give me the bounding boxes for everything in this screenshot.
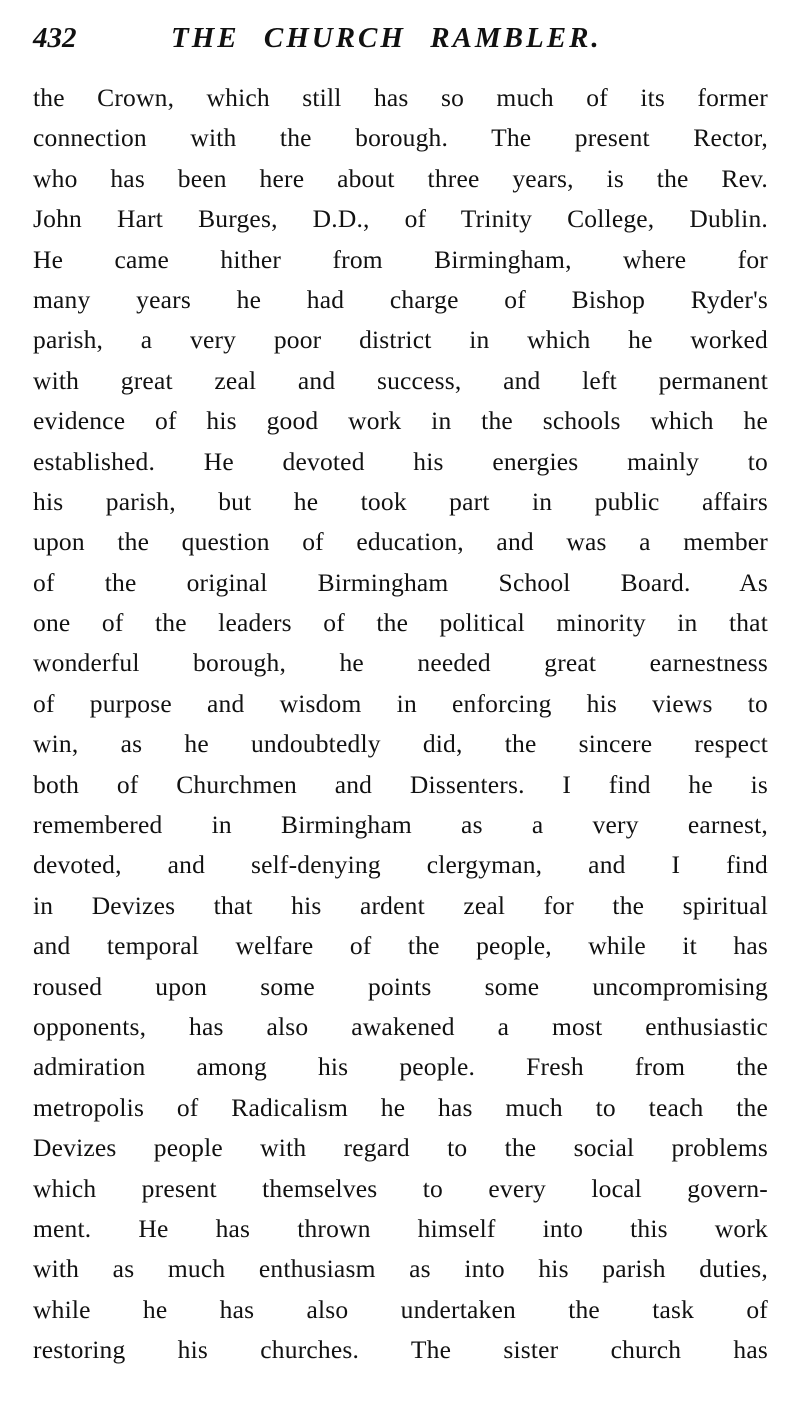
text-line-content: remembered in Birmingham as a very earnest, bbox=[33, 810, 768, 840]
body-text bbox=[33, 78, 768, 1371]
text-line-content: upon the question of education, and was a member bbox=[33, 527, 768, 557]
text-line bbox=[33, 1169, 768, 1209]
text-line-content: connection with the borough. The present Rector, bbox=[33, 123, 768, 153]
text-line-content: established. He devoted his energies mainly to bbox=[33, 446, 768, 476]
text-line-content: in Devizes that his ardent zeal for the spiritual bbox=[33, 890, 768, 920]
text-line-content: evidence of his good work in the schools which he bbox=[33, 406, 768, 436]
text-line bbox=[33, 886, 768, 926]
text-line-content: with great zeal and success, and left permanent bbox=[33, 365, 768, 395]
text-line-content: opponents, has also awakened a most enthusiastic bbox=[33, 1011, 768, 1041]
text-line-content: of purpose and wisdom in enforcing his views to bbox=[33, 688, 768, 718]
page-number: 432 bbox=[33, 22, 77, 54]
text-line bbox=[33, 522, 768, 562]
text-line-content: which present themselves to every local govern- bbox=[33, 1173, 768, 1203]
text-line bbox=[33, 1249, 768, 1289]
text-line bbox=[33, 401, 768, 441]
text-line-content: many years he had charge of Bishop Ryder's bbox=[33, 284, 768, 314]
text-line-content: and temporal welfare of the people, while it has bbox=[33, 931, 768, 961]
text-line bbox=[33, 1128, 768, 1168]
text-line-content: metropolis of Radicalism he has much to teach the bbox=[33, 1092, 768, 1122]
text-line bbox=[33, 280, 768, 320]
text-line bbox=[33, 724, 768, 764]
text-line-content: parish, a very poor district in which he worked bbox=[33, 325, 768, 355]
text-line-content: Devizes people with regard to the social problems bbox=[33, 1133, 768, 1163]
text-line bbox=[33, 199, 768, 239]
text-line-content: one of the leaders of the political minority in that bbox=[33, 608, 768, 638]
text-line bbox=[33, 1088, 768, 1128]
text-line bbox=[33, 805, 768, 845]
text-line bbox=[33, 442, 768, 482]
running-header bbox=[33, 22, 653, 62]
text-line bbox=[33, 1047, 768, 1087]
text-line bbox=[33, 320, 768, 360]
text-line bbox=[33, 240, 768, 280]
text-line-content: with as much enthusiasm as into his parish duties, bbox=[33, 1254, 768, 1284]
text-line-content: the Crown, which still has so much of its former bbox=[33, 83, 768, 112]
text-line-content: of the original Birmingham School Board. As bbox=[33, 567, 768, 597]
text-line bbox=[33, 361, 768, 401]
text-line-content: who has been here about three years, is the Rev. bbox=[33, 163, 768, 193]
text-line bbox=[33, 1007, 768, 1047]
text-line-content: roused upon some points some uncompromising bbox=[33, 971, 768, 1001]
text-line bbox=[33, 1330, 768, 1370]
text-line-content: restoring his churches. The sister church has bbox=[33, 1335, 768, 1365]
text-line-content: devoted, and self-denying clergyman, and I find bbox=[33, 850, 768, 880]
text-line-content: John Hart Burges, D.D., of Trinity College, Dublin. bbox=[33, 204, 768, 234]
text-line-content: while he has also undertaken the task of bbox=[33, 1294, 768, 1324]
text-line bbox=[33, 1209, 768, 1249]
text-line bbox=[33, 563, 768, 603]
text-line-content: He came hither from Birmingham, where for bbox=[33, 244, 768, 274]
text-line-content: admiration among his people. Fresh from the bbox=[33, 1052, 768, 1082]
text-line-content: ment. He has thrown himself into this work bbox=[33, 1213, 768, 1243]
text-line bbox=[33, 1290, 768, 1330]
text-line-content: both of Churchmen and Dissenters. I find he is bbox=[33, 769, 768, 799]
text-line bbox=[33, 603, 768, 643]
text-line bbox=[33, 926, 768, 966]
text-line bbox=[33, 78, 768, 118]
text-line bbox=[33, 845, 768, 885]
text-line bbox=[33, 684, 768, 724]
running-title: THE CHURCH RAMBLER. bbox=[171, 22, 602, 54]
text-line bbox=[33, 967, 768, 1007]
text-line bbox=[33, 482, 768, 522]
text-line-content: wonderful borough, he needed great earnestness bbox=[33, 648, 768, 678]
text-line-content: win, as he undoubtedly did, the sincere respect bbox=[33, 729, 768, 759]
text-line bbox=[33, 159, 768, 199]
text-line bbox=[33, 118, 768, 158]
text-line bbox=[33, 765, 768, 805]
text-line-content: his parish, but he took part in public affairs bbox=[33, 486, 768, 516]
text-line bbox=[33, 643, 768, 683]
